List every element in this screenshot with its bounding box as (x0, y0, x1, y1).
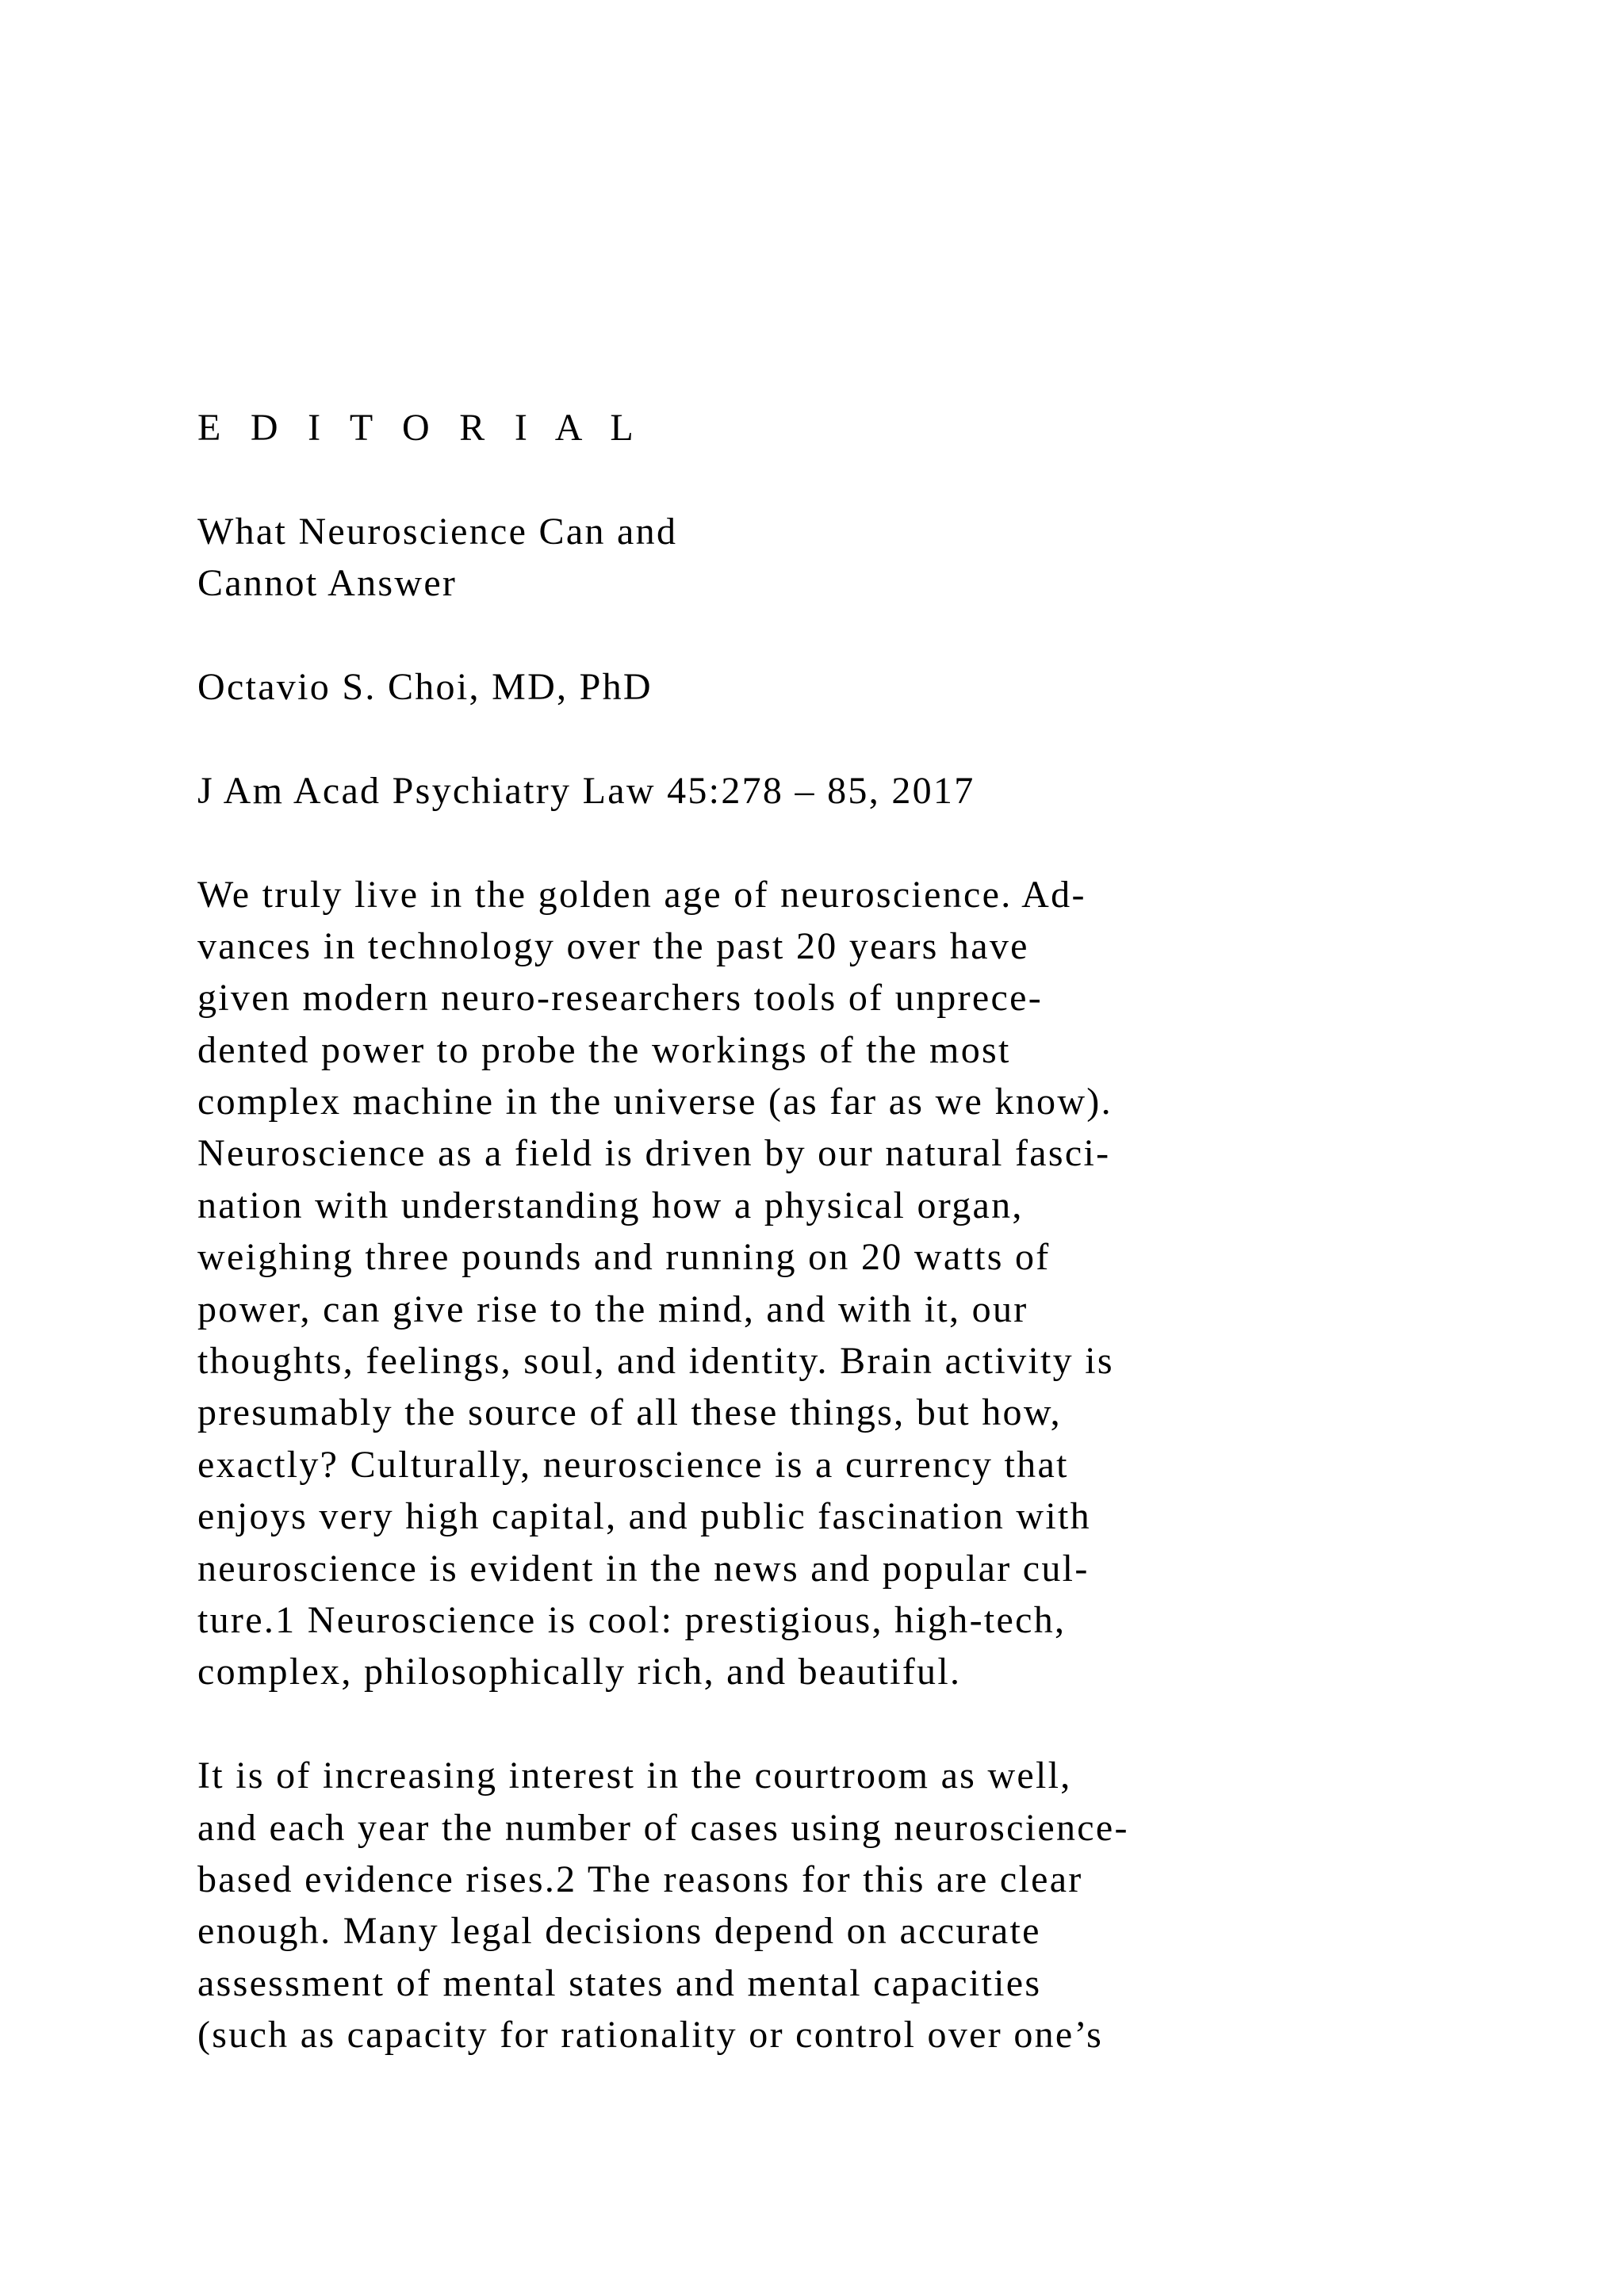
paragraph-line: dented power to probe the workings of the most (197, 1028, 1011, 1071)
paragraph-1 (197, 869, 1466, 1698)
paragraph-line: power, can give rise to the mind, and with it, our (197, 1288, 1028, 1330)
paragraph-line: vances in technology over the past 20 years have (197, 924, 1029, 967)
paragraph-line: ture.1 Neuroscience is cool: prestigious, high-tech, (197, 1598, 1067, 1641)
paragraph-line: Neuroscience as a field is driven by our natural fasci- (197, 1132, 1111, 1175)
article-title-line-2: Cannot Answer (197, 562, 458, 605)
paragraph-line: We truly live in the golden age of neuroscience. Ad- (197, 873, 1086, 916)
editorial-text-block (197, 402, 1466, 2061)
journal-citation: J Am Acad Psychiatry Law 45:278 – 85, 2017 (197, 769, 975, 812)
paragraph-line: (such as capacity for rationality or control over one’s (197, 2014, 1104, 2057)
spacer (197, 1698, 1466, 1750)
author-byline: Octavio S. Choi, MD, PhD (197, 665, 653, 708)
paragraph-line: exactly? Culturally, neuroscience is a currency that (197, 1443, 1069, 1486)
paragraph-2 (197, 1750, 1466, 2061)
paragraph-line: presumably the source of all these things, but how, (197, 1391, 1062, 1434)
paragraph-line: weighing three pounds and running on 20 watts of (197, 1236, 1051, 1279)
paragraph-line: thoughts, feelings, soul, and identity. Brain activity is (197, 1340, 1114, 1383)
article-title-line-1: What Neuroscience Can and (197, 510, 678, 553)
paragraph-line: based evidence rises.2 The reasons for this are clear (197, 1858, 1083, 1900)
paragraph-line: complex, philosophically rich, and beautiful. (197, 1651, 962, 1693)
section-label: E D I T O R I A L (197, 407, 644, 449)
paragraph-line: enough. Many legal decisions depend on accurate (197, 1910, 1041, 1953)
paragraph-line: enjoys very high capital, and public fascination with (197, 1495, 1091, 1538)
paragraph-line: and each year the number of cases using neuroscience- (197, 1806, 1129, 1849)
paragraph-line: It is of increasing interest in the courtroom as well, (197, 1755, 1072, 1797)
paragraph-line: nation with understanding how a physical organ, (197, 1184, 1024, 1226)
spacer (197, 817, 1466, 868)
paragraph-line: assessment of mental states and mental capacities (197, 1961, 1042, 2004)
spacer (197, 610, 1466, 661)
spacer (197, 713, 1466, 764)
paragraph-line: given modern neuro-researchers tools of unprece- (197, 977, 1043, 1020)
paragraph-line: complex machine in the universe (as far as we know). (197, 1081, 1113, 1123)
spacer (197, 453, 1466, 505)
paragraph-line: neuroscience is evident in the news and popular cul- (197, 1547, 1090, 1590)
